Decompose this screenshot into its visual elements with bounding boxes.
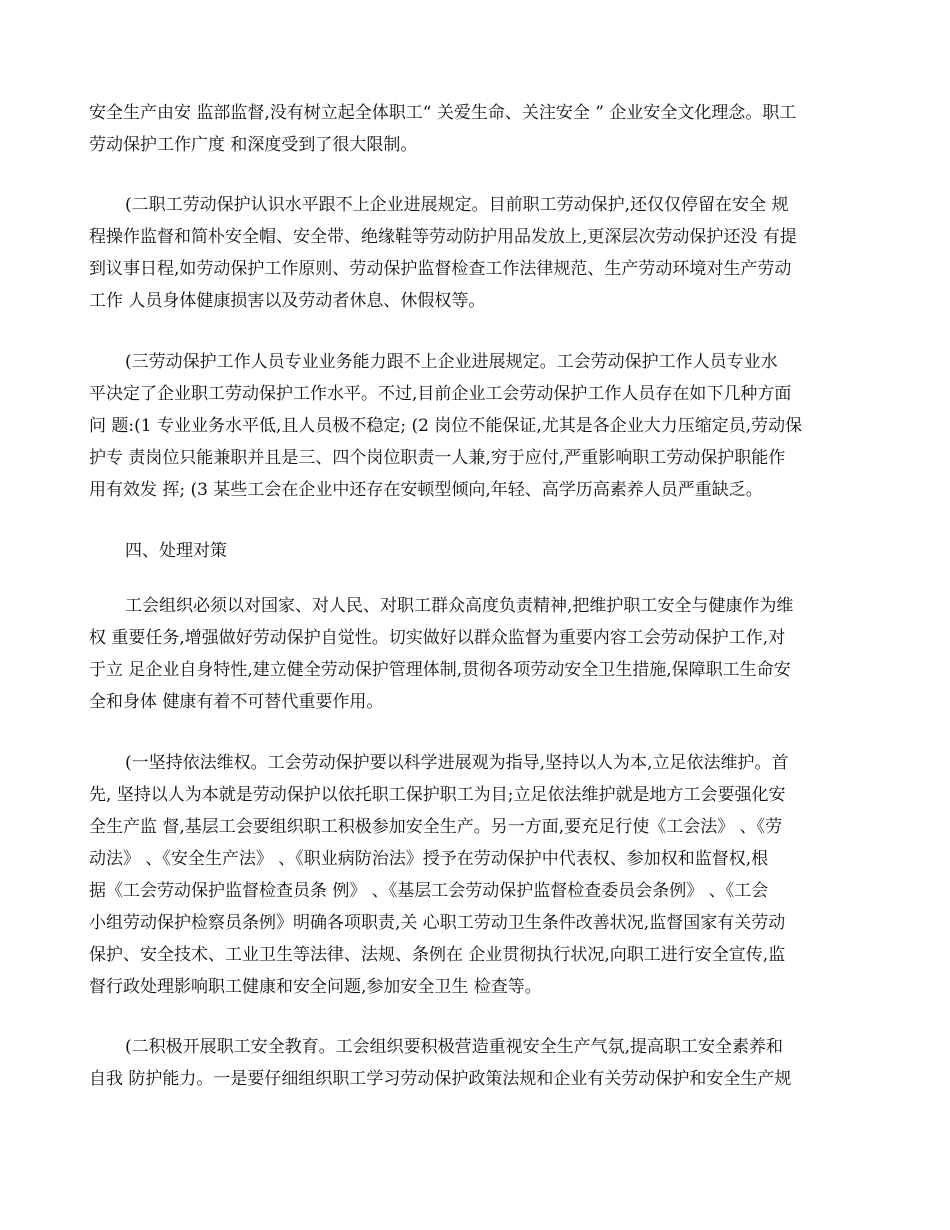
text-line: (二职工劳动保护认识水平跟不上企业进展规定。目前职工劳动保护,还仅仅停留在安全 规 [125, 195, 789, 215]
text-line: 工作 人员身体健康损害以及劳动者休息、休假权等。 [89, 291, 486, 311]
text-line: (二积极开展职工安全教育。工会组织要积极营造重视安全生产气氛,提高职工安全素养和 [125, 1037, 784, 1057]
text-line: 先, 坚持以人为本就是劳动保护以依托职工保护职工为目;立足依法维护就是地方工会要强化安 [89, 785, 786, 805]
text-line: 用有效发 挥; (3 某些工会在企业中还存在安顿型倾向,年轻、高学历高素养人员严重缺乏。 [89, 480, 763, 500]
text-line: 于立 足企业自身特性,建立健全劳动保护管理体制,贯彻各项劳动安全卫生措施,保障职工生命安 [89, 660, 791, 680]
text-line: 保护、安全技术、工业卫生等法律、法规、条例在 企业贯彻执行状况,向职工进行安全宣传,监 [89, 945, 786, 965]
section-heading: 四、处理对策 [125, 541, 227, 561]
text-line: 督行政处理影响职工健康和安全问题,参加安全卫生 检查等。 [89, 977, 542, 997]
paragraph-awareness-level [89, 189, 869, 317]
text-line: 护专 责岗位只能兼职并且是三、四个岗位职责一人兼,穷于应付,严重影响职工劳动保护职能作 [89, 448, 786, 468]
text-line: 自我 防护能力。一是要仔细组织职工学习劳动保护政策法规和企业有关劳动保护和安全生产规 [89, 1069, 792, 1089]
text-line: 程操作监督和简朴安全帽、安全带、绝缘鞋等劳动防护用品发放上,更深层次劳动保护还没 有提 [89, 227, 797, 247]
text-line: 全和身体 健康有着不可替代重要作用。 [89, 692, 384, 712]
text-line: 全生产监 督,基层工会要组织职工积极参加安全生产。另一方面,要充足行使《工会法》 、《劳 [89, 817, 783, 837]
text-line: 小组劳动保护检察员条例》明确各项职责,关 心职工劳动卫生条件改善状况,监督国家有关劳动 [89, 913, 786, 933]
text-line: 工会组织必须以对国家、对人民、对职工群众高度负责精神,把维护职工安全与健康作为维 [125, 596, 794, 616]
paragraph-staff-capability [89, 346, 869, 506]
paragraph-union-responsibility [89, 590, 869, 718]
paragraph-lawful-rights [89, 747, 869, 1003]
paragraph-safety-culture [89, 97, 869, 161]
text-line: 安全生产由安 监部监督,没有树立起全体职工“ 关爱生命、关注安全 ” 企业安全文化理念。职工 [89, 103, 797, 123]
section-heading-countermeasures [89, 535, 869, 567]
text-line: 权 重要任务,增强做好劳动保护自觉性。切实做好以群众监督为重要内容工会劳动保护工作,对 [89, 628, 786, 648]
text-line: 据《工会劳动保护监督检查员条 例》 、《基层工会劳动保护监督检查委员会条例》 、《工会 [89, 881, 769, 901]
text-line: 问 题:(1 专业业务水平低,且人员极不稳定; (2 岗位不能保证,尤其是各企业大力压缩定员,劳动保 [89, 416, 803, 436]
text-line: (一坚持依法维权。工会劳动保护要以科学进展观为指导,坚持以人为本,立足依法维护。首 [125, 753, 789, 773]
text-line: 劳动保护工作广度 和深度受到了很大限制。 [89, 135, 418, 155]
paragraph-safety-education [89, 1031, 869, 1095]
text-line: 到议事日程,如劳动保护工作原则、劳动保护监督检查工作法律规范、生产劳动环境对生产劳动 [89, 259, 792, 279]
text-line: 动法》 、《安全生产法》 、《职业病防治法》授予在劳动保护中代表权、参加权和监督权,根 [89, 849, 769, 869]
text-line: (三劳动保护工作人员专业业务能力跟不上企业进展规定。工会劳动保护工作人员专业水 [125, 352, 778, 372]
text-line: 平决定了企业职工劳动保护工作水平。不过,目前企业工会劳动保护工作人员存在如下几种方面 [89, 384, 792, 404]
